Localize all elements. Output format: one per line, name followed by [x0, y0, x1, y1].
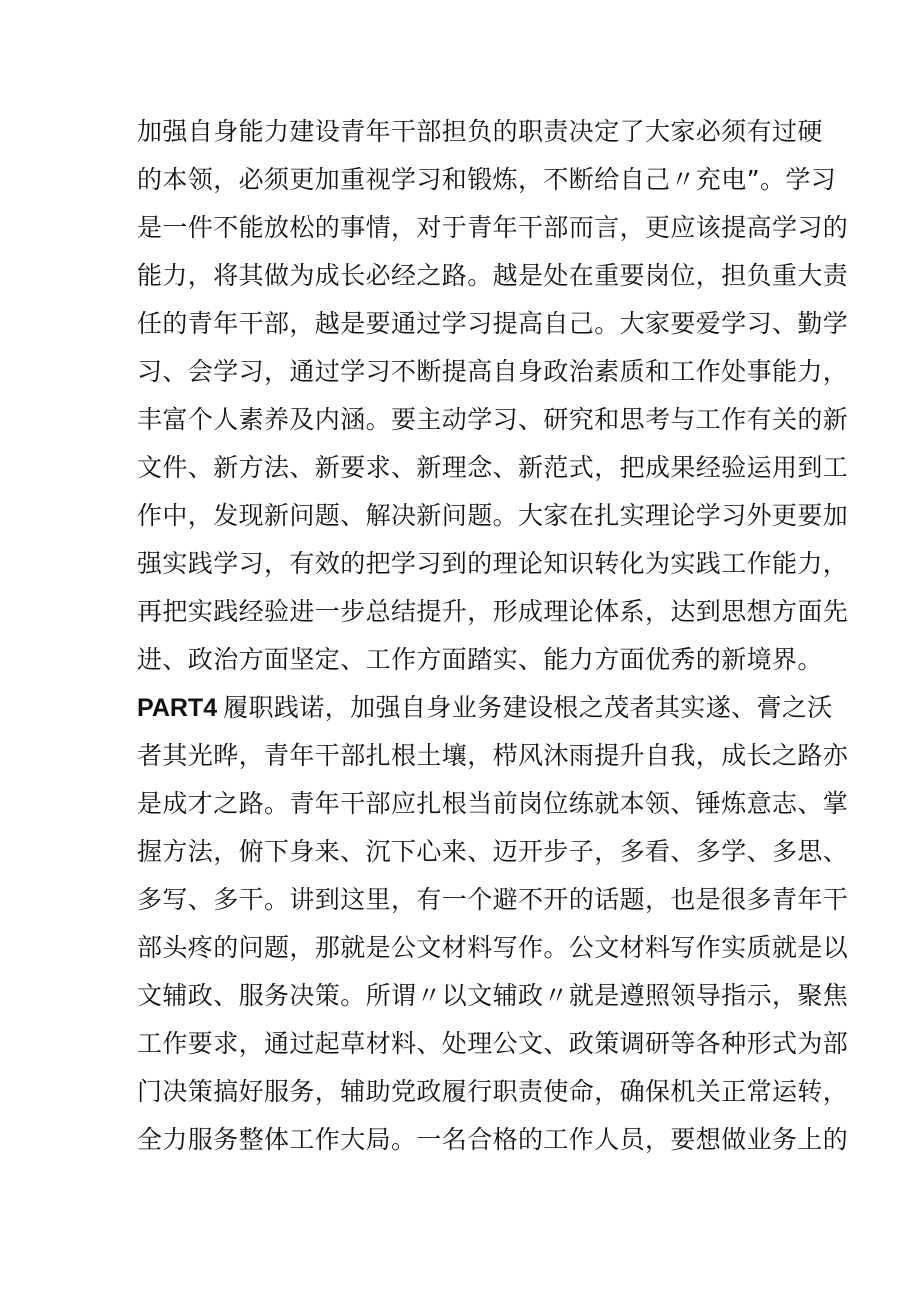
- text-line: 是成才之路。青年干部应扎根当前岗位练就本领、锤炼意志、掌: [137, 789, 849, 818]
- body-text: [137, 108, 849, 1164]
- text-line: 习、会学习，通过学习不断提高自身政治素质和工作处事能力，: [137, 357, 849, 386]
- part-heading-text: 履职践诺，加强自身业务建设根之茂者其实遂、膏之沃: [223, 693, 833, 722]
- text-line: 多写、多干。讲到这里，有一个避不开的话题，也是很多青年干: [137, 885, 849, 914]
- text-line: 文件、新方法、新要求、新理念、新范式，把成果经验运用到工: [137, 453, 849, 482]
- text-line: 作中，发现新问题、解决新问题。大家在扎实理论学习外更要加: [137, 501, 849, 530]
- text-line: 部头疼的问题，那就是公文材料写作。公文材料写作实质就是以: [137, 933, 849, 962]
- text-line: 丰富个人素养及内涵。要主动学习、研究和思考与工作有关的新: [137, 405, 849, 434]
- text-line: 门决策搞好服务，辅助党政履行职责使命，确保机关正常运转，: [137, 1077, 849, 1106]
- text-line: 再把实践经验进一步总结提升，形成理论体系，达到思想方面先: [137, 597, 849, 626]
- part-label: PART4: [137, 694, 218, 722]
- text-line: 强实践学习，有效的把学习到的理论知识转化为实践工作能力，: [137, 549, 849, 578]
- text-line: 是一件不能放松的事情，对于青年干部而言，更应该提高学习的: [137, 213, 849, 242]
- text-line: 进、政治方面坚定、工作方面踏实、能力方面优秀的新境界。: [137, 645, 823, 674]
- text-line: 任的青年干部，越是要通过学习提高自己。大家要爱学习、勤学: [137, 309, 849, 338]
- text-line: 全力服务整体工作大局。一名合格的工作人员，要想做业务上的: [137, 1125, 849, 1154]
- text-line: 的本领，必须更加重视学习和锻炼，不断给自己〃充电”。学习: [137, 165, 837, 194]
- text-line: 加强自身能力建设青年干部担负的职责决定了大家必须有过硬: [137, 117, 823, 146]
- text-line: 握方法，俯下身来、沉下心来、迈开步子，多看、多学、多思、: [137, 837, 849, 866]
- text-line: 能力，将其做为成长必经之路。越是处在重要岗位，担负重大责: [137, 261, 849, 290]
- text-line: 者其光晔，青年干部扎根土壤，栉风沐雨提升自我，成长之路亦: [137, 741, 849, 770]
- text-line: 工作要求，通过起草材料、处理公文、政策调研等各种形式为部: [137, 1029, 849, 1058]
- part-heading-line: [137, 684, 833, 732]
- text-line: 文辅政、服务决策。所谓〃以文辅政〃就是遵照领导指示，聚焦: [137, 981, 849, 1010]
